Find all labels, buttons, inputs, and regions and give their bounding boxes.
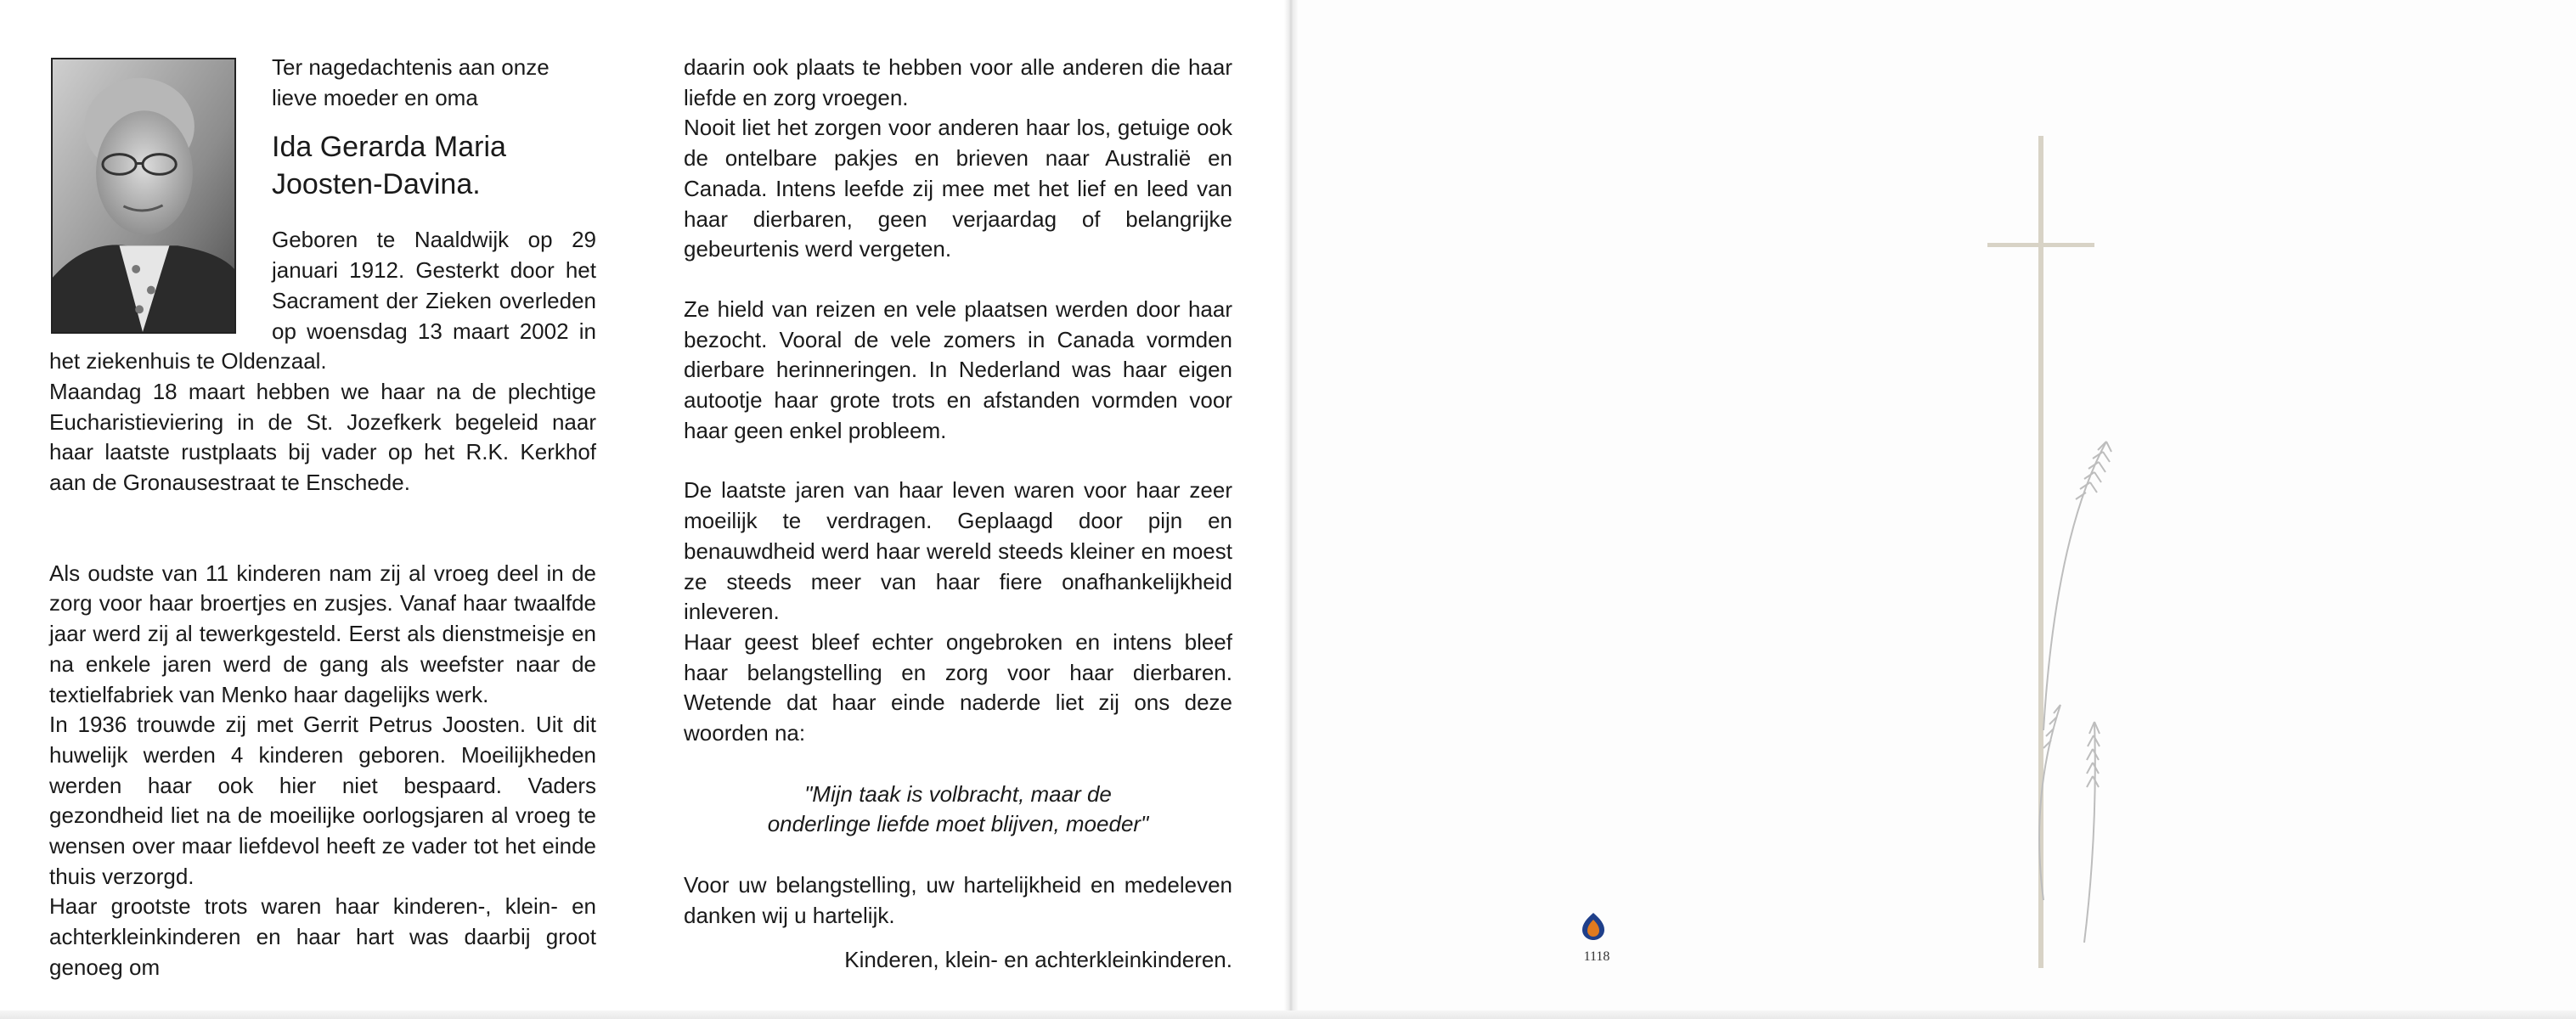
birth-death-paragraph: Geboren te Naaldwijk op 29 januari 1912. Gesterkt door het Sacrament der Zieken overleden op woensdag 13 maart 2002 in het ziekenhuis te Oldenzaal. xyxy=(49,227,596,374)
youth-paragraph: Als oudste van 11 kinderen nam zij al vroeg deel in de zorg voor haar broertjes en zusjes. Vanaf haar twaalfde jaar werd zij al tewerkgesteld. Eerst als dienstmeisje en na enkele jaren werd de gang als weefster naar de textielfabriek van Menko haar dagelijks werk. xyxy=(49,560,596,707)
cross-and-wheat-decoration xyxy=(1979,136,2166,968)
signoff: Kinderen, klein- en achterkleinkinderen. xyxy=(844,946,1232,972)
final-quote xyxy=(684,780,1232,840)
last-years-paragraph: De laatste jaren van haar leven waren voor haar zeer moeilijk te verdragen. Geplaagd door pijn en benauwdheid werd haar wereld steeds kleiner en moest ze steeds meer van haar fiere onafhankelijkheid inleveren. xyxy=(684,477,1232,625)
portrait-image xyxy=(53,59,234,332)
funeral-paragraph: Maandag 18 maart hebben we haar na de plechtige Eucharistieviering in de St. Jozefkerk begeleid naar haar laatste rustplaats bij vader op het R.K. Kerkhof aan de Gronausestraat te Enschede. xyxy=(49,378,596,496)
wheat-icon xyxy=(2039,442,2111,943)
cross-icon xyxy=(1987,136,2094,968)
name-line: Joosten-Davina. xyxy=(272,168,481,201)
quote-line: "Mijn taak is volbracht, maar de xyxy=(804,780,1112,807)
left-text-column xyxy=(49,53,596,983)
back-cover-page xyxy=(1296,0,2576,1019)
thanks-paragraph: Voor uw belangstelling, uw hartelijkheid en medeleven danken wij u hartelijk. xyxy=(684,872,1232,928)
pride-paragraph-continued: daarin ook plaats te hebben voor alle anderen die haar liefde en zorg vroegen. xyxy=(684,54,1232,110)
intro-line: lieve moeder en oma xyxy=(272,84,478,110)
spirit-paragraph: Haar geest bleef echter ongebroken en intens bleef haar belangstelling en zorg voor haar dierbaren. Wetende dat haar einde naderde liet zij ons deze woorden na: xyxy=(684,628,1232,746)
intro-line: Ter nagedachtenis aan onze xyxy=(272,54,550,80)
portrait-photo xyxy=(51,58,236,334)
pride-paragraph: Haar grootste trots waren haar kinderen-, klein- en achterkleinkinderen en haar hart was daarbij groot genoeg om xyxy=(49,893,596,980)
travel-paragraph: Ze hield van reizen en vele plaatsen werden door haar bezocht. Vooral de vele zomers in Canada vormden dierbare herinneringen. In Nederland was haar eigen autootje haar grote trots en afstanden vormden voor haar geen enkel probleem. xyxy=(684,296,1232,443)
right-text-column xyxy=(684,53,1232,975)
card-fold xyxy=(1284,0,1298,1019)
marriage-paragraph: In 1936 trouwde zij met Gerrit Petrus Joosten. Uit dit huwelijk werden 4 kinderen geboren. Moeilijkheden werden haar ook hier niet bespaard. Vaders gezondheid liet na de moeilijke oorlogsjaren al vroeg te wensen over maar liefdevol heeft ze vader tot het einde thuis verzorgd. xyxy=(49,712,596,889)
card-bottom-edge xyxy=(0,1011,2576,1019)
quote-line: onderlinge liefde moet blijven, moeder" xyxy=(767,811,1149,837)
print-code: 1118 xyxy=(1583,949,1610,964)
caring-paragraph: Nooit liet het zorgen voor anderen haar los, getuige ook de ontelbare pakjes en brieven naar Australië en Canada. Intens leefde zij mee met het lief en leed van haar dierbaren, geen verjaardag of belangrijke gebeurtenis werd vergeten. xyxy=(684,115,1232,262)
printer-emblem-icon xyxy=(1581,912,1605,941)
name-line: Ida Gerarda Maria xyxy=(272,131,506,164)
